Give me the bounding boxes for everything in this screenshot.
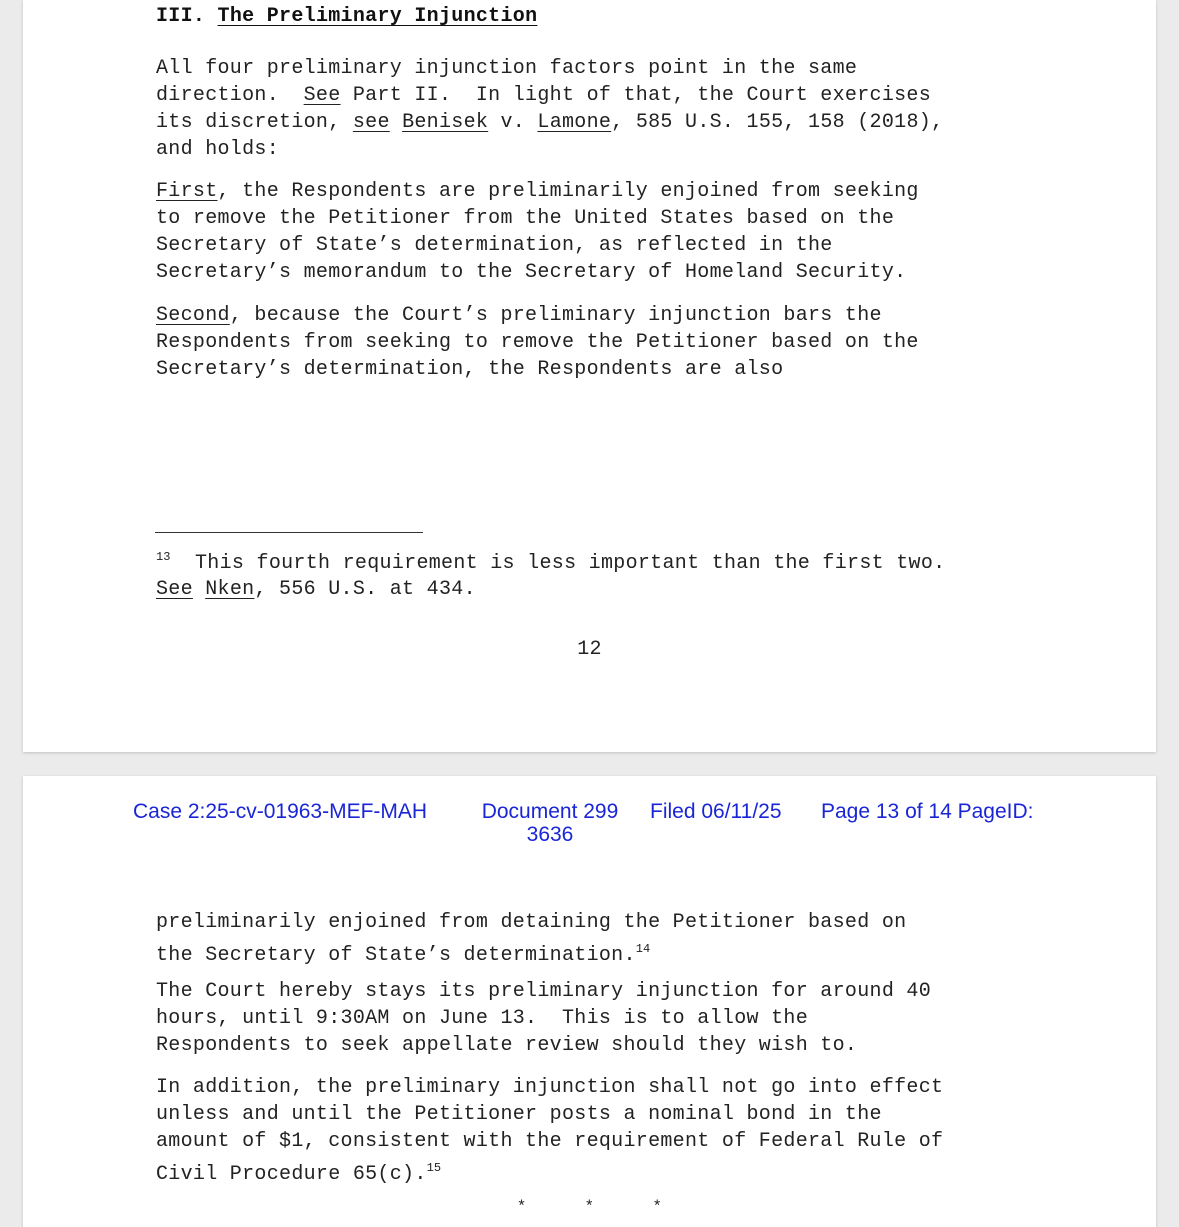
signal-see: See — [156, 578, 193, 601]
text-run: v. — [488, 111, 538, 134]
footnote-ref-14: 14 — [635, 942, 651, 956]
page-of-pages: Page 13 of 14 PageID: — [821, 800, 1034, 823]
pdf-page-12 — [23, 0, 1156, 752]
paragraph-second — [156, 302, 919, 383]
text-run — [193, 578, 205, 601]
section-heading — [156, 5, 537, 28]
signal-see: See — [303, 84, 341, 107]
pdf-page-13 — [23, 776, 1156, 1227]
text-run: preliminarily enjoined from detaining the Petitioner based on the Secretary of State’s determination. — [156, 911, 907, 967]
text-run: , 585 U.S. 155, 158 (2018), and holds: — [156, 111, 944, 161]
filed-date: Filed 06/11/25 — [650, 800, 782, 823]
text-run — [390, 111, 402, 134]
document-number — [475, 800, 625, 846]
text-run: , because the Court’s preliminary injunction bars the Respondents from seeking to remove the Petitioner based on the Secretary’s determination, the Respondents are also — [156, 304, 919, 381]
paragraph-bond — [156, 1074, 943, 1188]
paragraph-lead-first: First — [156, 180, 218, 203]
text-run: All four preliminary injunction factors point in the same direction. — [156, 57, 858, 107]
case-name-benisek: Benisek — [402, 111, 489, 134]
paragraph-lead-second: Second — [156, 304, 230, 327]
text-run: , 556 U.S. at 434. — [254, 578, 476, 601]
text-run: In addition, the preliminary injunction shall not go into effect unless and until the Petitioner posts a nominal bond in the amount of $1, consistent with the requirement of Federal Rule of Civil Procedure 65(c). — [156, 1076, 944, 1186]
case-number: Case 2:25-cv-01963-MEF-MAH — [133, 800, 428, 823]
page-number: 12 — [577, 638, 602, 661]
case-name-nken: Nken — [205, 578, 255, 601]
section-title: The Preliminary Injunction — [217, 5, 538, 28]
footnote-ref-15: 15 — [426, 1161, 442, 1175]
text-run: Part II. In light of that, the Court exercises its discretion, — [156, 84, 932, 134]
text-run: This fourth requirement is less important than the first two. — [195, 552, 946, 575]
footnote-13 — [156, 544, 945, 603]
paragraph-factors — [156, 55, 943, 163]
footnote-divider — [155, 532, 423, 533]
signal-see: see — [352, 111, 390, 134]
section-number: III. — [156, 5, 206, 28]
document-number-line: Document 299 — [481, 800, 619, 823]
paragraph-continued — [156, 909, 906, 969]
case-name-lamone: Lamone — [537, 111, 612, 134]
paragraph-first — [156, 178, 919, 286]
section-separator: * * * — [516, 1198, 663, 1216]
footnote-number: 13 — [156, 550, 171, 564]
text-run: , the Respondents are preliminarily enjoined from seeking to remove the Petitioner from the United States based on the Secretary of State’s determination, as reflected in the Secretary’s memorandum to the Secretary of Homeland Security. — [156, 180, 919, 284]
paragraph-stay: The Court hereby stays its preliminary injunction for around 40 hours, until 9:30AM on June 13. This is to allow the Respondents to seek appellate review should they wish to. — [156, 980, 932, 1057]
page-id-number: 3636 — [526, 823, 574, 846]
